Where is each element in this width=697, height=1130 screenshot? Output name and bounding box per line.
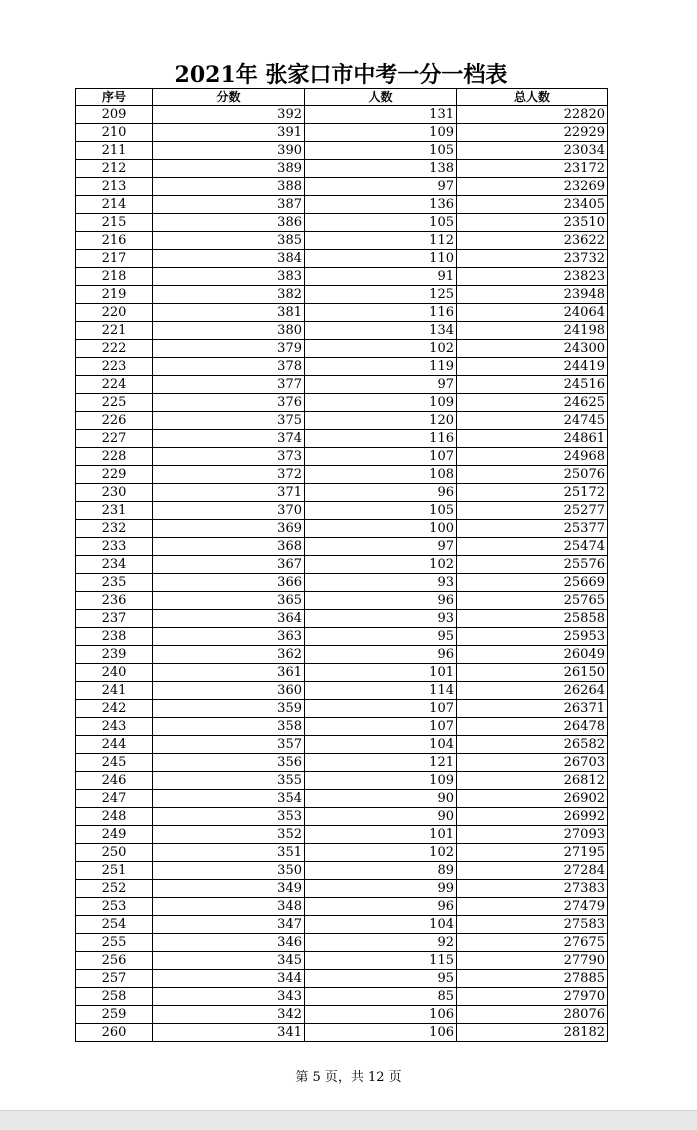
cell-total: 26371 bbox=[457, 700, 608, 718]
cell-seq: 251 bbox=[76, 862, 153, 880]
cell-total: 24419 bbox=[457, 358, 608, 376]
cell-count: 109 bbox=[305, 394, 457, 412]
cell-count: 138 bbox=[305, 160, 457, 178]
cell-seq: 224 bbox=[76, 376, 153, 394]
cell-seq: 234 bbox=[76, 556, 153, 574]
cell-total: 26703 bbox=[457, 754, 608, 772]
cell-total: 27583 bbox=[457, 916, 608, 934]
cell-count: 134 bbox=[305, 322, 457, 340]
cell-seq: 258 bbox=[76, 988, 153, 1006]
cell-count: 107 bbox=[305, 718, 457, 736]
cell-total: 24198 bbox=[457, 322, 608, 340]
table-row bbox=[76, 1006, 608, 1024]
cell-seq: 244 bbox=[76, 736, 153, 754]
cell-total: 26150 bbox=[457, 664, 608, 682]
table-row bbox=[76, 178, 608, 196]
cell-count: 105 bbox=[305, 214, 457, 232]
cell-seq: 231 bbox=[76, 502, 153, 520]
table-row bbox=[76, 880, 608, 898]
cell-score: 364 bbox=[153, 610, 305, 628]
cell-seq: 237 bbox=[76, 610, 153, 628]
cell-score: 372 bbox=[153, 466, 305, 484]
table-row bbox=[76, 394, 608, 412]
cell-seq: 249 bbox=[76, 826, 153, 844]
cell-score: 360 bbox=[153, 682, 305, 700]
table-row bbox=[76, 592, 608, 610]
table-row bbox=[76, 142, 608, 160]
document-title: 2021年 张家口市中考一分一档表 bbox=[174, 62, 508, 88]
cell-seq: 255 bbox=[76, 934, 153, 952]
cell-seq: 226 bbox=[76, 412, 153, 430]
table-row bbox=[76, 700, 608, 718]
cell-seq: 218 bbox=[76, 268, 153, 286]
table-row bbox=[76, 106, 608, 124]
table-row bbox=[76, 916, 608, 934]
cell-total: 27195 bbox=[457, 844, 608, 862]
cell-score: 365 bbox=[153, 592, 305, 610]
cell-score: 383 bbox=[153, 268, 305, 286]
cell-count: 106 bbox=[305, 1024, 457, 1042]
cell-score: 355 bbox=[153, 772, 305, 790]
cell-count: 93 bbox=[305, 610, 457, 628]
cell-count: 96 bbox=[305, 898, 457, 916]
cell-total: 26478 bbox=[457, 718, 608, 736]
cell-count: 131 bbox=[305, 106, 457, 124]
cell-seq: 209 bbox=[76, 106, 153, 124]
cell-count: 105 bbox=[305, 142, 457, 160]
cell-score: 381 bbox=[153, 304, 305, 322]
cell-total: 27479 bbox=[457, 898, 608, 916]
table-row bbox=[76, 736, 608, 754]
cell-count: 119 bbox=[305, 358, 457, 376]
table-row bbox=[76, 340, 608, 358]
cell-seq: 221 bbox=[76, 322, 153, 340]
cell-total: 22929 bbox=[457, 124, 608, 142]
cell-count: 105 bbox=[305, 502, 457, 520]
cell-score: 346 bbox=[153, 934, 305, 952]
cell-score: 357 bbox=[153, 736, 305, 754]
cell-count: 96 bbox=[305, 484, 457, 502]
cell-count: 104 bbox=[305, 736, 457, 754]
cell-seq: 241 bbox=[76, 682, 153, 700]
table-row bbox=[76, 268, 608, 286]
cell-count: 102 bbox=[305, 340, 457, 358]
cell-seq: 254 bbox=[76, 916, 153, 934]
table-row bbox=[76, 502, 608, 520]
cell-score: 392 bbox=[153, 106, 305, 124]
cell-seq: 230 bbox=[76, 484, 153, 502]
cell-total: 24064 bbox=[457, 304, 608, 322]
cell-count: 93 bbox=[305, 574, 457, 592]
header-total: 总人数 bbox=[457, 89, 608, 106]
cell-score: 361 bbox=[153, 664, 305, 682]
cell-count: 95 bbox=[305, 628, 457, 646]
cell-seq: 211 bbox=[76, 142, 153, 160]
table-row bbox=[76, 844, 608, 862]
cell-score: 374 bbox=[153, 430, 305, 448]
cell-score: 377 bbox=[153, 376, 305, 394]
cell-count: 102 bbox=[305, 844, 457, 862]
header-count: 人数 bbox=[305, 89, 457, 106]
table-row bbox=[76, 808, 608, 826]
table-row bbox=[76, 556, 608, 574]
cell-count: 107 bbox=[305, 700, 457, 718]
cell-seq: 216 bbox=[76, 232, 153, 250]
table-row bbox=[76, 160, 608, 178]
cell-seq: 212 bbox=[76, 160, 153, 178]
cell-seq: 252 bbox=[76, 880, 153, 898]
cell-score: 353 bbox=[153, 808, 305, 826]
cell-count: 121 bbox=[305, 754, 457, 772]
cell-total: 28076 bbox=[457, 1006, 608, 1024]
cell-seq: 250 bbox=[76, 844, 153, 862]
cell-score: 351 bbox=[153, 844, 305, 862]
cell-count: 100 bbox=[305, 520, 457, 538]
table-row bbox=[76, 358, 608, 376]
table-row bbox=[76, 1024, 608, 1042]
cell-total: 25953 bbox=[457, 628, 608, 646]
cell-count: 97 bbox=[305, 538, 457, 556]
cell-count: 110 bbox=[305, 250, 457, 268]
cell-score: 363 bbox=[153, 628, 305, 646]
cell-score: 342 bbox=[153, 1006, 305, 1024]
table-row bbox=[76, 664, 608, 682]
cell-seq: 232 bbox=[76, 520, 153, 538]
cell-seq: 245 bbox=[76, 754, 153, 772]
cell-seq: 243 bbox=[76, 718, 153, 736]
table-row bbox=[76, 448, 608, 466]
cell-seq: 259 bbox=[76, 1006, 153, 1024]
cell-seq: 222 bbox=[76, 340, 153, 358]
table-row bbox=[76, 610, 608, 628]
cell-score: 386 bbox=[153, 214, 305, 232]
cell-total: 26049 bbox=[457, 646, 608, 664]
cell-count: 89 bbox=[305, 862, 457, 880]
cell-count: 104 bbox=[305, 916, 457, 934]
table-row bbox=[76, 484, 608, 502]
table-row bbox=[76, 466, 608, 484]
cell-count: 125 bbox=[305, 286, 457, 304]
cell-total: 25172 bbox=[457, 484, 608, 502]
cell-seq: 242 bbox=[76, 700, 153, 718]
cell-total: 22820 bbox=[457, 106, 608, 124]
cell-score: 369 bbox=[153, 520, 305, 538]
table-row bbox=[76, 196, 608, 214]
cell-total: 23823 bbox=[457, 268, 608, 286]
cell-score: 345 bbox=[153, 952, 305, 970]
table-row bbox=[76, 574, 608, 592]
cell-score: 384 bbox=[153, 250, 305, 268]
cell-total: 25576 bbox=[457, 556, 608, 574]
cell-count: 92 bbox=[305, 934, 457, 952]
cell-score: 341 bbox=[153, 1024, 305, 1042]
table-row bbox=[76, 862, 608, 880]
cell-score: 379 bbox=[153, 340, 305, 358]
cell-total: 27093 bbox=[457, 826, 608, 844]
cell-seq: 248 bbox=[76, 808, 153, 826]
cell-count: 106 bbox=[305, 1006, 457, 1024]
table-row bbox=[76, 970, 608, 988]
cell-total: 23269 bbox=[457, 178, 608, 196]
table-row bbox=[76, 286, 608, 304]
cell-total: 27970 bbox=[457, 988, 608, 1006]
cell-total: 23732 bbox=[457, 250, 608, 268]
cell-score: 366 bbox=[153, 574, 305, 592]
cell-seq: 225 bbox=[76, 394, 153, 412]
cell-score: 385 bbox=[153, 232, 305, 250]
cell-count: 91 bbox=[305, 268, 457, 286]
cell-count: 120 bbox=[305, 412, 457, 430]
table-row bbox=[76, 646, 608, 664]
cell-score: 349 bbox=[153, 880, 305, 898]
cell-score: 375 bbox=[153, 412, 305, 430]
cell-score: 378 bbox=[153, 358, 305, 376]
cell-total: 24968 bbox=[457, 448, 608, 466]
header-seq: 序号 bbox=[76, 89, 153, 106]
cell-count: 96 bbox=[305, 592, 457, 610]
cell-seq: 215 bbox=[76, 214, 153, 232]
table-row bbox=[76, 322, 608, 340]
cell-seq: 220 bbox=[76, 304, 153, 322]
cell-score: 370 bbox=[153, 502, 305, 520]
cell-score: 344 bbox=[153, 970, 305, 988]
cell-count: 112 bbox=[305, 232, 457, 250]
viewer-bottom-bar bbox=[0, 1110, 697, 1130]
cell-total: 26812 bbox=[457, 772, 608, 790]
cell-count: 136 bbox=[305, 196, 457, 214]
cell-total: 25474 bbox=[457, 538, 608, 556]
table-row bbox=[76, 124, 608, 142]
cell-score: 373 bbox=[153, 448, 305, 466]
cell-count: 116 bbox=[305, 304, 457, 322]
table-row bbox=[76, 250, 608, 268]
cell-total: 25858 bbox=[457, 610, 608, 628]
cell-count: 85 bbox=[305, 988, 457, 1006]
cell-seq: 233 bbox=[76, 538, 153, 556]
cell-seq: 238 bbox=[76, 628, 153, 646]
cell-count: 95 bbox=[305, 970, 457, 988]
cell-total: 23510 bbox=[457, 214, 608, 232]
cell-total: 24861 bbox=[457, 430, 608, 448]
table-row bbox=[76, 538, 608, 556]
cell-seq: 236 bbox=[76, 592, 153, 610]
page-footer: 第 5 页，共 12 页 bbox=[295, 1070, 402, 1085]
cell-seq: 228 bbox=[76, 448, 153, 466]
table-row bbox=[76, 934, 608, 952]
cell-score: 347 bbox=[153, 916, 305, 934]
cell-score: 359 bbox=[153, 700, 305, 718]
cell-total: 24516 bbox=[457, 376, 608, 394]
cell-total: 26902 bbox=[457, 790, 608, 808]
cell-seq: 214 bbox=[76, 196, 153, 214]
cell-score: 387 bbox=[153, 196, 305, 214]
cell-total: 27284 bbox=[457, 862, 608, 880]
cell-score: 367 bbox=[153, 556, 305, 574]
table-row bbox=[76, 376, 608, 394]
cell-count: 97 bbox=[305, 178, 457, 196]
cell-seq: 229 bbox=[76, 466, 153, 484]
cell-count: 116 bbox=[305, 430, 457, 448]
cell-score: 390 bbox=[153, 142, 305, 160]
cell-total: 24625 bbox=[457, 394, 608, 412]
cell-score: 391 bbox=[153, 124, 305, 142]
cell-count: 101 bbox=[305, 664, 457, 682]
cell-total: 23405 bbox=[457, 196, 608, 214]
cell-total: 25377 bbox=[457, 520, 608, 538]
cell-score: 350 bbox=[153, 862, 305, 880]
cell-seq: 213 bbox=[76, 178, 153, 196]
cell-score: 382 bbox=[153, 286, 305, 304]
cell-score: 356 bbox=[153, 754, 305, 772]
table-row bbox=[76, 232, 608, 250]
cell-seq: 257 bbox=[76, 970, 153, 988]
cell-score: 352 bbox=[153, 826, 305, 844]
cell-seq: 246 bbox=[76, 772, 153, 790]
table-row bbox=[76, 628, 608, 646]
table-row bbox=[76, 682, 608, 700]
cell-score: 389 bbox=[153, 160, 305, 178]
score-table bbox=[75, 88, 608, 1042]
cell-score: 368 bbox=[153, 538, 305, 556]
cell-score: 376 bbox=[153, 394, 305, 412]
cell-score: 343 bbox=[153, 988, 305, 1006]
cell-total: 23948 bbox=[457, 286, 608, 304]
cell-total: 23172 bbox=[457, 160, 608, 178]
table-row bbox=[76, 412, 608, 430]
cell-total: 24300 bbox=[457, 340, 608, 358]
cell-seq: 260 bbox=[76, 1024, 153, 1042]
cell-score: 371 bbox=[153, 484, 305, 502]
cell-total: 27383 bbox=[457, 880, 608, 898]
table-row bbox=[76, 772, 608, 790]
cell-total: 23034 bbox=[457, 142, 608, 160]
table-row bbox=[76, 790, 608, 808]
cell-count: 108 bbox=[305, 466, 457, 484]
table-row bbox=[76, 898, 608, 916]
cell-score: 388 bbox=[153, 178, 305, 196]
table-row bbox=[76, 214, 608, 232]
cell-score: 358 bbox=[153, 718, 305, 736]
table-row bbox=[76, 430, 608, 448]
cell-count: 90 bbox=[305, 808, 457, 826]
cell-total: 26582 bbox=[457, 736, 608, 754]
cell-total: 27885 bbox=[457, 970, 608, 988]
cell-total: 26992 bbox=[457, 808, 608, 826]
cell-total: 26264 bbox=[457, 682, 608, 700]
cell-count: 101 bbox=[305, 826, 457, 844]
cell-seq: 235 bbox=[76, 574, 153, 592]
cell-seq: 240 bbox=[76, 664, 153, 682]
table-row bbox=[76, 718, 608, 736]
table-row bbox=[76, 826, 608, 844]
cell-seq: 256 bbox=[76, 952, 153, 970]
cell-total: 25765 bbox=[457, 592, 608, 610]
cell-total: 27675 bbox=[457, 934, 608, 952]
cell-count: 96 bbox=[305, 646, 457, 664]
cell-seq: 247 bbox=[76, 790, 153, 808]
cell-count: 109 bbox=[305, 124, 457, 142]
cell-count: 115 bbox=[305, 952, 457, 970]
cell-seq: 210 bbox=[76, 124, 153, 142]
cell-total: 25076 bbox=[457, 466, 608, 484]
cell-total: 25669 bbox=[457, 574, 608, 592]
table-row bbox=[76, 520, 608, 538]
cell-score: 354 bbox=[153, 790, 305, 808]
table-row bbox=[76, 988, 608, 1006]
cell-seq: 253 bbox=[76, 898, 153, 916]
cell-total: 23622 bbox=[457, 232, 608, 250]
cell-score: 380 bbox=[153, 322, 305, 340]
table-header-row bbox=[76, 89, 608, 106]
cell-seq: 217 bbox=[76, 250, 153, 268]
table-row bbox=[76, 304, 608, 322]
cell-count: 114 bbox=[305, 682, 457, 700]
table-body bbox=[76, 106, 608, 1042]
cell-seq: 219 bbox=[76, 286, 153, 304]
cell-count: 102 bbox=[305, 556, 457, 574]
cell-total: 25277 bbox=[457, 502, 608, 520]
cell-count: 109 bbox=[305, 772, 457, 790]
cell-count: 90 bbox=[305, 790, 457, 808]
cell-count: 107 bbox=[305, 448, 457, 466]
cell-total: 28182 bbox=[457, 1024, 608, 1042]
cell-seq: 239 bbox=[76, 646, 153, 664]
cell-seq: 227 bbox=[76, 430, 153, 448]
cell-score: 362 bbox=[153, 646, 305, 664]
table-row bbox=[76, 754, 608, 772]
header-score: 分数 bbox=[153, 89, 305, 106]
table-row bbox=[76, 952, 608, 970]
cell-count: 99 bbox=[305, 880, 457, 898]
cell-count: 97 bbox=[305, 376, 457, 394]
cell-total: 27790 bbox=[457, 952, 608, 970]
cell-total: 24745 bbox=[457, 412, 608, 430]
cell-score: 348 bbox=[153, 898, 305, 916]
cell-seq: 223 bbox=[76, 358, 153, 376]
